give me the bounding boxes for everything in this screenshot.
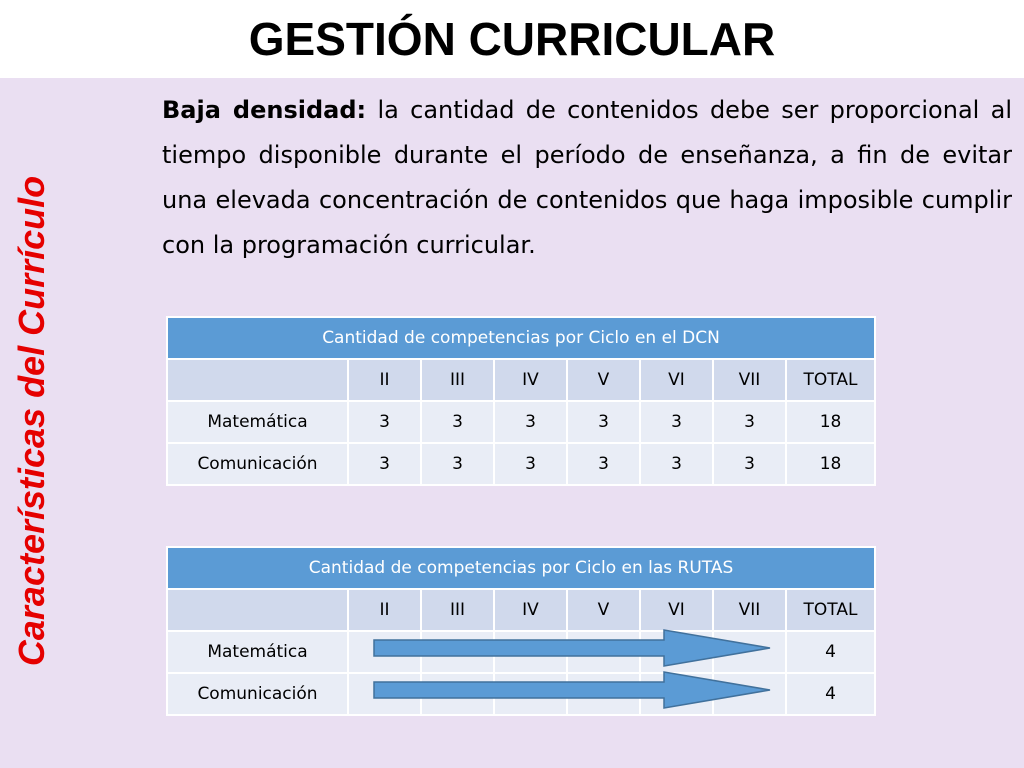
table-dcn-header-cell: II [348,359,421,401]
table-cell: 3 [713,401,786,443]
table-cell: 3 [421,401,494,443]
table-dcn-caption: Cantidad de competencias por Ciclo en el DCN [167,317,875,359]
table-cell: 3 [494,443,567,485]
table-rutas-header-cell [167,589,348,631]
arrow-right-icon [372,669,772,711]
slide-title: GESTIÓN CURRICULAR [0,0,1024,78]
arrow-right-icon [372,627,772,669]
table-row [167,401,875,443]
table-cell-total: 4 [786,673,875,715]
table-dcn-header-cell: TOTAL [786,359,875,401]
table-cell: 3 [421,443,494,485]
row-label: Matemática [167,631,348,673]
paragraph-text: la cantidad de contenidos debe ser proporcional al tiempo disponible durante el período de enseñanza, a fin de evitar una elevada concentración de contenidos que haga imposible cumplir con la programación curricular. [162,96,1013,259]
table-cell-total: 18 [786,443,875,485]
table-rutas-header-cell: V [567,589,640,631]
table-dcn-header-cell: IV [494,359,567,401]
table-cell: 3 [348,443,421,485]
table-rutas-header-cell: VI [640,589,713,631]
table-rutas-header-cell: VII [713,589,786,631]
table-cell: 3 [494,401,567,443]
side-title [8,96,56,746]
row-label: Matemática [167,401,348,443]
table-row [167,443,875,485]
table-rutas-header-cell: TOTAL [786,589,875,631]
table-cell-total: 18 [786,401,875,443]
side-title-text: Características del Currículo [11,175,53,667]
table-cell: 3 [567,443,640,485]
table-dcn-header-cell [167,359,348,401]
table-rutas-caption: Cantidad de competencias por Ciclo en las RUTAS [167,547,875,589]
paragraph [162,88,1012,268]
table-cell: 3 [713,443,786,485]
table-dcn-header-cell: III [421,359,494,401]
table-rutas-header-cell: II [348,589,421,631]
table-cell: 3 [640,443,713,485]
table-dcn-header-cell: VI [640,359,713,401]
table-cell: 3 [348,401,421,443]
table-rutas-header-cell: IV [494,589,567,631]
table-dcn-header-cell: VII [713,359,786,401]
table-cell: 3 [640,401,713,443]
paragraph-bold: Baja densidad: [162,96,367,124]
table-dcn [166,316,876,486]
table-dcn-header-cell: V [567,359,640,401]
table-cell-total: 4 [786,631,875,673]
row-label: Comunicación [167,443,348,485]
row-label: Comunicación [167,673,348,715]
table-cell: 3 [567,401,640,443]
table-rutas-header-cell: III [421,589,494,631]
